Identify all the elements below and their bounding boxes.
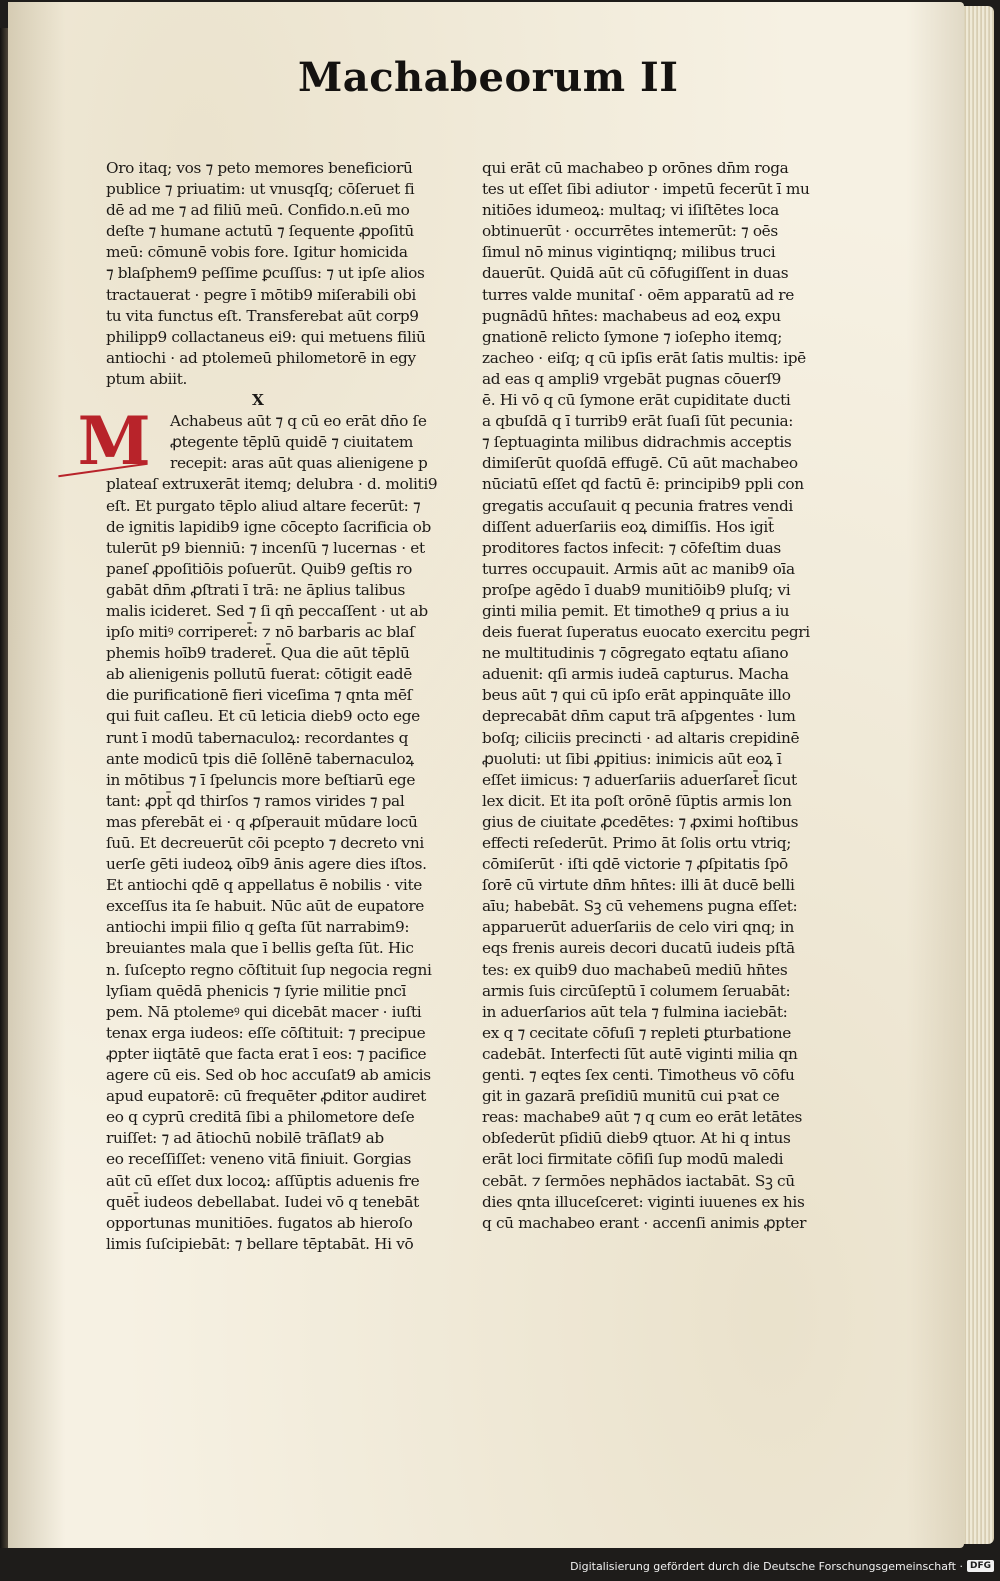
text-line: pugnādū hn̄tes: machabeus ad eoꝝ expu (482, 306, 781, 325)
right-column-text (482, 158, 810, 1234)
text-line: gius de ciuitate ꝓcedētes: ⁊ ꝓximi hoſtibus (482, 812, 799, 831)
text-line: proſpe agēdo ī duab9 munitiōib9 pluſq; vi (482, 580, 791, 599)
text-line: ginti milia pemit. Et timothe9 q prius a iu (482, 601, 790, 620)
left-column-bottom-text (106, 474, 436, 1254)
text-line: ſuū. Et decreuerūt cōi pcepto ⁊ decreto vni (106, 834, 424, 852)
text-line: pem. Nā ptolemeꝰ qui dicebāt macer · iuſti (106, 1002, 422, 1021)
left-column-top-text (106, 158, 436, 390)
chapter-marker-line (106, 390, 436, 411)
text-line: ipſo mitiꝰ corriperet̄: ⁊ nō barbaris ac blaſ (106, 623, 415, 642)
text-line: ex q ⁊ cecitate cōfuſi ⁊ repleti ꝑturbatione (482, 1023, 791, 1042)
text-line: n. ſuſcepto regno cōſtituit ſup negocia regni (106, 960, 432, 979)
text-line: Et antiochi qdē q appellatus ē nobilis · vite (106, 876, 422, 895)
text-line: ꝓtegente tēplū quidē ⁊ ciuitatem (170, 433, 414, 452)
text-line: eqs frenis aureis decori ducatū iudeis pſtā (482, 939, 795, 958)
text-line: eſſet iimicus: ⁊ aduerſariis aduerſaret̄ ſicut (482, 770, 797, 789)
text-line: deſte ⁊ humane actutū ⁊ ſequente ꝓpoſitū (106, 222, 414, 241)
text-line: dies qnta illuceſceret: viginti iuuenes ex his (482, 1192, 805, 1211)
text-line: plateaſ extruxerāt itemq; delubra · d. moliti9 (106, 475, 438, 494)
text-line: die purificationē fieri viceſima ⁊ qnta mēſ (106, 686, 412, 705)
text-line: erāt loci firmitate cōfiſi ſup modū maledi (482, 1150, 784, 1169)
text-line: meū: cōmunē vobis fore. Igitur homicida (106, 243, 408, 262)
text-line: aduenit: qſi armis iudeā capturus. Macha (482, 665, 789, 684)
text-line: ne multitudinis ⁊ cōgregato eqtatu aſiano (482, 644, 789, 663)
text-line: aīu; habebāt. Sꝫ cū vehemens pugna eſſet: (482, 897, 798, 916)
text-line: tractauerat · pegre ī mōtib9 miſerabili obi (106, 285, 416, 304)
text-line: tu vita functus eſt. Transferebat aūt corp9 (106, 306, 419, 325)
text-line: ſorē cū virtute dn̄m hn̄tes: illi āt ducē belli (482, 876, 795, 895)
text-line: tes ut eſſet ſibi adiutor · impetū fecerūt ī mu (482, 180, 810, 199)
text-line: ⁊ ſeptuaginta milibus didrachmis acceptis (482, 433, 792, 452)
text-line: dē ad me ⁊ ad filiū meū. Confido.n.eū mo (106, 201, 410, 220)
text-line: eo q cyprū creditā ſibi a philometore deſe (106, 1108, 415, 1127)
text-line: boſq; ciliciis precincti · ad altaris crepidinē (482, 728, 800, 747)
text-line: dauerūt. Quidā aūt cū cōfugiſſent in duas (482, 264, 789, 283)
text-line: cōmiſerūt · iſti qdē victorie ⁊ ꝓſpitatis ſpō (482, 855, 788, 874)
text-line: cebāt. ⁊ ſermōes nephādos iactabāt. Sꝫ cū (482, 1171, 795, 1190)
text-line: lyſiam quēdā phenicis ⁊ ſyrie militie pncī (106, 981, 407, 1000)
text-line: Achabeus aūt ⁊ q cū eo erāt dn̄o ſe (170, 412, 427, 431)
initial-block (77, 402, 436, 481)
text-line: aūt cū eſſet dux locoꝝ: aſſūptis aduenis fre (106, 1171, 420, 1190)
text-line: in mōtibus ⁊ ī ſpeluncis more beſtiarū ege (106, 770, 416, 789)
text-line: tant: ꝓpt̄ qd thirſos ⁊ ramos virides ⁊ pal (106, 791, 405, 810)
text-line: diſſent aduerſariis eoꝝ dimiſſis. Hos igit̄ (482, 517, 774, 536)
text-line: mas pferebāt ei · q ꝓſperauit mūdare locū (106, 812, 418, 831)
text-line: git in gazarā preſidiū munitū cui pꝛat ce (482, 1087, 780, 1106)
digitization-footer (570, 1557, 994, 1575)
text-line: publice ⁊ priuatim: ut vnusqſq; cōſeruet fi (106, 180, 415, 199)
text-line: ad eas q ampli9 vrgebāt pugnas cōuerſ9 (482, 369, 782, 388)
text-line: gnationē relicto ſymone ⁊ ioſepho itemq; (482, 327, 783, 346)
text-line: deis fuerat ſuperatus euocato exercitu pegri (482, 623, 810, 642)
text-line: ē. Hi vō q cū ſymone erāt cupiditate ducti (482, 391, 791, 410)
text-line: beus aūt ⁊ qui cū ipſo erāt appinquāte illo (482, 686, 791, 705)
text-line: effecti reſederūt. Primo āt ſolis ortu vtriq; (482, 834, 792, 852)
text-line: uerſe gēti iudeoꝝ oīb9 ānis agere dies iſtos. (106, 855, 427, 874)
text-line: eſt. Et purgato tēplo aliud altare fecerūt: ⁊ (106, 496, 421, 515)
chapter-marker: X (252, 391, 264, 410)
text-line: antiochi impii filio q geſta ſūt narrabim9: (106, 918, 410, 937)
text-line: ab alienigenis pollutū fuerat: cōtigit eadē (106, 665, 412, 684)
text-line: ꝓpter iiqtātē que facta erat ī eos: ⁊ pacifice (106, 1044, 427, 1063)
text-line: turres occupauit. Armis aūt ac manib9 oīa (482, 559, 795, 578)
right-text-column (482, 158, 810, 1234)
text-line: ⁊ blaſphem9 peſſime ꝑcuſſus: ⁊ ut ipſe alios (106, 264, 425, 283)
text-line: agere cū eis. Sed ob hoc accuſat9 ab amicis (106, 1066, 431, 1085)
text-line: tenax erga iudeos: eſſe cōſtituit: ⁊ precipue (106, 1023, 426, 1042)
text-line: breuiantes mala que ī bellis geſta ſūt. Hic (106, 939, 414, 958)
text-line: tulerūt p9 bienniū: ⁊ incenſū ⁊ lucernas · et (106, 538, 425, 557)
text-line: tes: ex quib9 duo machabeū mediū hn̄tes (482, 960, 788, 979)
footer-text: Digitalisierung gefördert durch die Deutsche Forschungsgemeinschaft · (570, 1559, 963, 1573)
dfg-logo: DFG (967, 1560, 994, 1572)
text-line: quēt̄ iudeos debellabat. Iudei vō q tenebāt (106, 1192, 419, 1211)
text-line: gabāt dn̄m ꝓſtrati ī trā: ne āplius talibus (106, 580, 406, 599)
text-line: dimiſerūt quoſdā effugē. Cū aūt machabeo (482, 454, 798, 473)
text-line: cadebāt. Interfecti ſūt autē viginti milia qn (482, 1044, 798, 1063)
text-line: philipp9 collactaneus ei9: qui metuens filiū (106, 327, 426, 346)
text-line: ruiſſet: ⁊ ad ātiochū nobilē trāſlat9 ab (106, 1129, 384, 1148)
text-line: ſimul nō minus vigintiqnq; milibus truci (482, 243, 776, 262)
text-line: ptum abiit. (106, 369, 188, 388)
text-line: eo receſſiſſet: veneno vitā finiuit. Gorgias (106, 1150, 411, 1169)
text-line: ante modicū tpis diē ſollēnē tabernaculoꝝ (106, 749, 414, 768)
text-line: recepit: aras aūt quas alienigene p (170, 454, 428, 473)
text-line: turres valde munitaſ · oēm apparatū ad re (482, 285, 794, 304)
text-line: obtinuerūt · occurrētes intemerūt: ⁊ oēs (482, 222, 778, 241)
text-line: apud eupatorē: cū frequēter ꝓditor audiret (106, 1087, 426, 1106)
text-line: gregatis accuſauit q pecunia fratres vendi (482, 496, 793, 515)
text-line: zacheo · eiſq; q cū ipſis erāt ſatis multis: ipē (482, 348, 806, 367)
text-line: nūciatū eſſet qd factū ē: principib9 ppli con (482, 475, 804, 494)
text-line: qui fuit caſleu. Et cū leticia dieb9 octo ege (106, 707, 420, 726)
text-line: malis icideret. Sed ⁊ ſi qn̄ peccaſſent · ut ab (106, 601, 428, 620)
text-line: opportunas munitiōes. fugatos ab hieroſo (106, 1213, 413, 1232)
text-line: exceſſus ita ſe habuit. Nūc aūt de eupatore (106, 897, 425, 916)
red-initial-letter: M (77, 402, 151, 481)
text-line: armis ſuis circūſeptū ī columem ſeruabāt: (482, 981, 791, 1000)
left-text-column (77, 158, 438, 1255)
text-line: phemis hoīb9 traderet̄. Qua die aūt tēplū (106, 644, 410, 663)
text-line: apparuerūt aduerſariis de celo viri qnq; in (482, 918, 794, 937)
text-line: in aduerſarios aūt tela ⁊ fulmina iaciebāt: (482, 1002, 788, 1021)
text-line: genti. ⁊ eqtes ſex centi. Timotheus vō cōfu (482, 1066, 795, 1085)
text-line: ꝓuoluti: ut ſibi ꝓpitius: inimicis aūt eoꝝ ī (482, 749, 782, 768)
text-line: limis ſuſcipiebāt: ⁊ bellare tēptabāt. Hi vō (106, 1234, 414, 1253)
text-line: qui erāt cū machabeo p orōnes dn̄m roga (482, 159, 789, 177)
text-line: antiochi · ad ptolemeū philometorē in egy (106, 348, 416, 367)
text-line: nitiōes idumeoꝝ: multaq; vi iſiſtētes loca (482, 201, 779, 220)
text-line: proditores factos infecit: ⁊ cōfeſtim duas (482, 538, 781, 557)
text-line: Oro itaq; vos ⁊ peto memores beneficiorū (106, 159, 413, 177)
text-line: a qbuſdā q ī turrib9 erāt ſuaſi ſūt pecunia: (482, 412, 794, 431)
text-line: q cū machabeo erant · accenſi animis ꝓpter (482, 1213, 807, 1232)
text-line: de ignitis lapidib9 igne cōcepto ſacrificia ob (106, 517, 431, 536)
text-line: paneſ ꝓpoſitiōis poſuerūt. Quib9 geſtis ro (106, 559, 412, 578)
text-line: reas: machabe9 aūt ⁊ q cum eo erāt letātes (482, 1108, 803, 1127)
text-line: lex dicit. Et ita poſt orōnē ſūptis armis lon (482, 791, 792, 810)
text-line: obſederūt pſidiū dieb9 qtuor. At hi q intus (482, 1129, 791, 1148)
text-line: runt ī modū tabernaculoꝝ: recordantes q (106, 728, 409, 747)
text-line: deprecabāt dn̄m caput trā aſpgentes · lum (482, 707, 796, 726)
running-head: Machabeorum II (298, 54, 679, 101)
